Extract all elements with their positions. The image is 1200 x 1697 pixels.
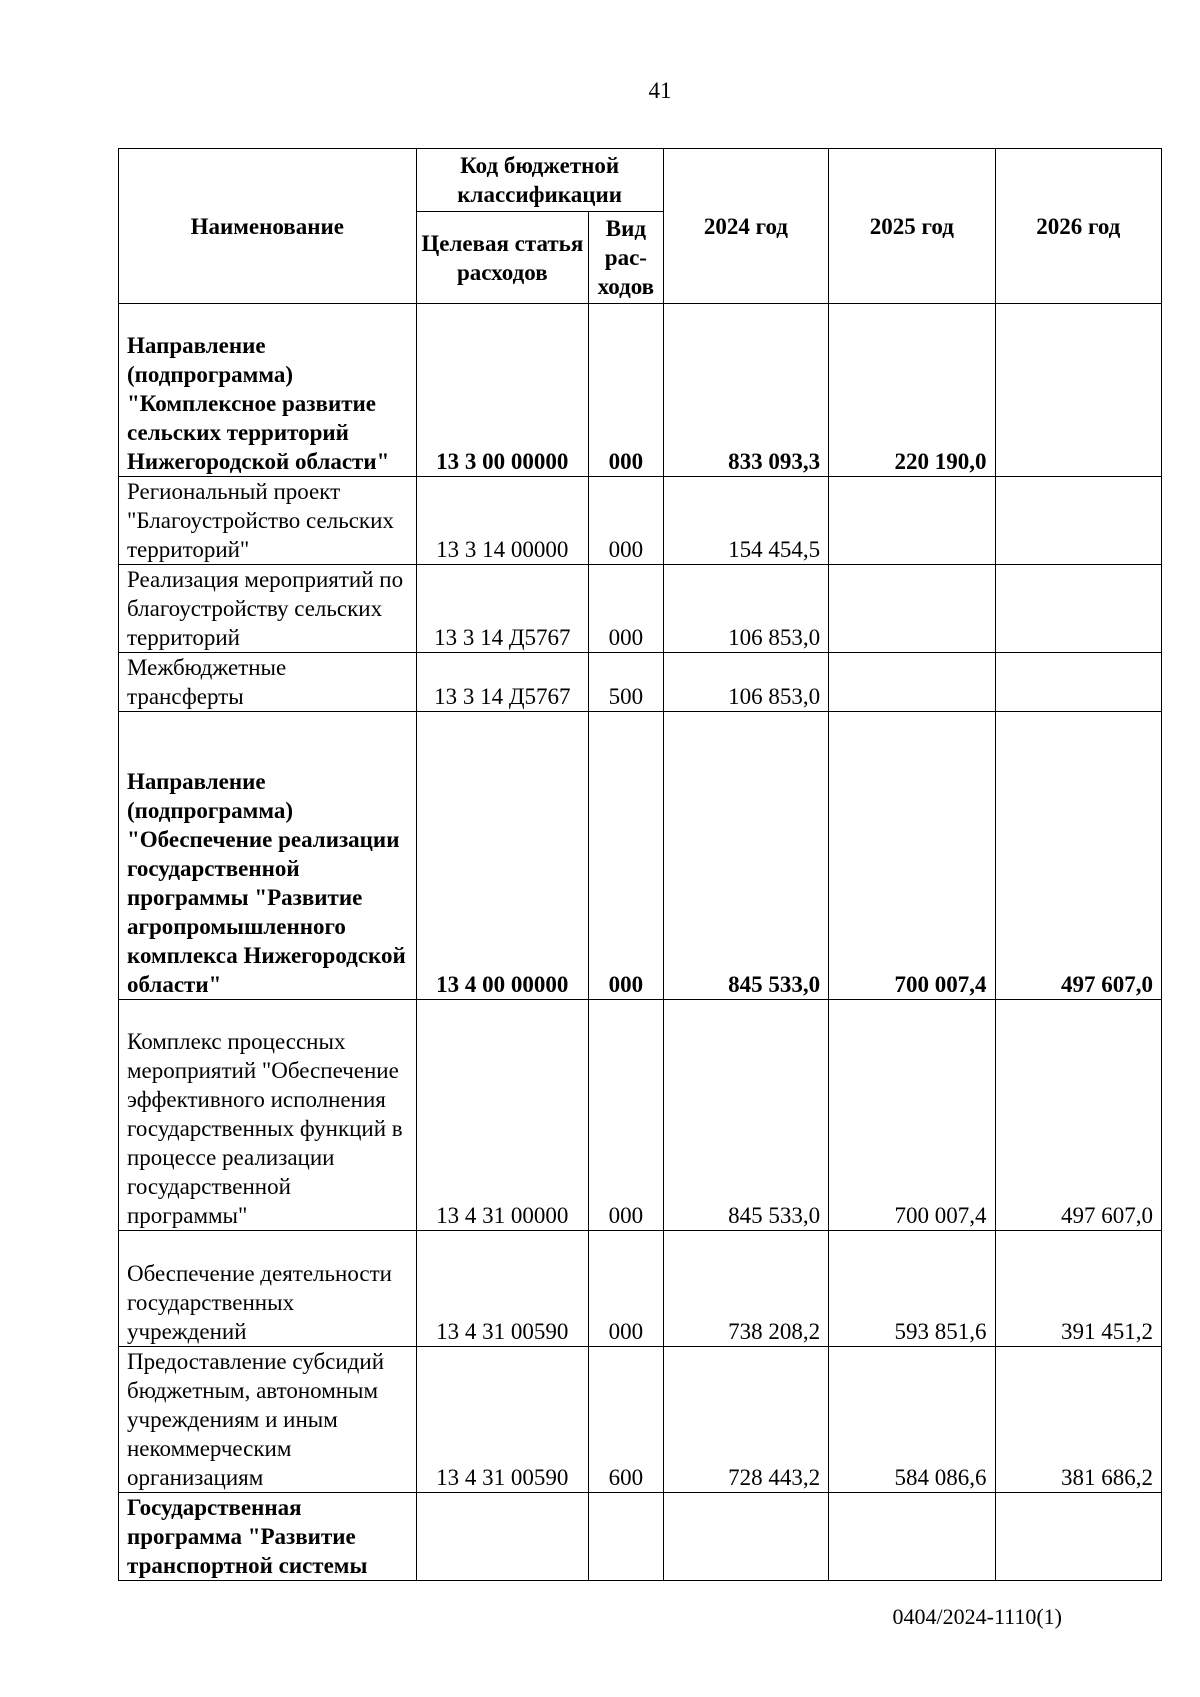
table-row	[119, 1000, 1162, 1231]
header-budget-code: Код бюджетной классификации	[416, 149, 663, 212]
table-row	[119, 653, 1162, 712]
row-target-article	[416, 1493, 588, 1581]
row-expense-type: 600	[589, 1347, 664, 1493]
row-name: Государственная программа "Развитие транспортной системы	[119, 1493, 417, 1581]
table-row	[119, 477, 1162, 565]
table-header	[119, 149, 1162, 304]
document-number: 0404/2024-1110(1)	[892, 1604, 1062, 1629]
row-name: Комплекс процессных мероприятий "Обеспечение эффективного исполнения государственных функций в процессе реализации государственной программы"	[119, 1000, 417, 1231]
row-name: Направление (подпрограмма) "Обеспечение реализации государственной программы "Развитие агропромышленного комплекса Нижегородской области"	[119, 712, 417, 1000]
header-expense-type: Вид рас-ходов	[589, 212, 664, 304]
row-value-2025	[829, 477, 995, 565]
table-row	[119, 1493, 1162, 1581]
row-target-article: 13 3 14 Д5767	[416, 653, 588, 712]
row-value-2024: 106 853,0	[663, 653, 828, 712]
row-value-2024: 106 853,0	[663, 565, 828, 653]
table-row	[119, 304, 1162, 477]
row-value-2025	[829, 565, 995, 653]
row-value-2025: 584 086,6	[829, 1347, 995, 1493]
row-value-2024: 738 208,2	[663, 1231, 828, 1347]
row-expense-type: 000	[589, 1231, 664, 1347]
row-name: Предоставление субсидий бюджетным, автономным учреждениям и иным некоммерческим организациям	[119, 1347, 417, 1493]
row-value-2025: 700 007,4	[829, 1000, 995, 1231]
row-value-2025: 700 007,4	[829, 712, 995, 1000]
page-number: 41	[648, 78, 672, 103]
row-target-article: 13 3 00 00000	[416, 304, 588, 477]
row-target-article: 13 3 14 Д5767	[416, 565, 588, 653]
row-name: Обеспечение деятельности государственных учреждений	[119, 1231, 417, 1347]
header-year-2025: 2025 год	[829, 149, 995, 304]
row-value-2024: 154 454,5	[663, 477, 828, 565]
row-expense-type: 000	[589, 477, 664, 565]
row-value-2026	[995, 304, 1161, 477]
row-expense-type: 000	[589, 1000, 664, 1231]
row-value-2026: 497 607,0	[995, 1000, 1161, 1231]
row-value-2024: 728 443,2	[663, 1347, 828, 1493]
row-value-2025	[829, 653, 995, 712]
row-name: Региональный проект "Благоустройство сельских территорий"	[119, 477, 417, 565]
row-expense-type: 000	[589, 565, 664, 653]
header-name: Наименование	[119, 149, 417, 304]
row-target-article: 13 3 14 00000	[416, 477, 588, 565]
row-value-2025	[829, 1493, 995, 1581]
row-value-2024	[663, 1493, 828, 1581]
row-value-2026	[995, 565, 1161, 653]
row-value-2024: 833 093,3	[663, 304, 828, 477]
row-expense-type	[589, 1493, 664, 1581]
row-name: Межбюджетные трансферты	[119, 653, 417, 712]
row-value-2026	[995, 653, 1161, 712]
table-row	[119, 712, 1162, 1000]
row-target-article: 13 4 31 00590	[416, 1231, 588, 1347]
row-expense-type: 000	[589, 712, 664, 1000]
row-value-2024: 845 533,0	[663, 712, 828, 1000]
table-body	[119, 304, 1162, 1581]
budget-table	[118, 148, 1162, 1581]
row-name: Направление (подпрограмма) "Комплексное развитие сельских территорий Нижегородской области"	[119, 304, 417, 477]
row-expense-type: 500	[589, 653, 664, 712]
row-expense-type: 000	[589, 304, 664, 477]
table-row	[119, 1347, 1162, 1493]
row-target-article: 13 4 31 00000	[416, 1000, 588, 1231]
row-value-2024: 845 533,0	[663, 1000, 828, 1231]
table-row	[119, 1231, 1162, 1347]
row-value-2026	[995, 477, 1161, 565]
row-target-article: 13 4 31 00590	[416, 1347, 588, 1493]
row-value-2025: 593 851,6	[829, 1231, 995, 1347]
header-year-2024: 2024 год	[663, 149, 828, 304]
table-row	[119, 565, 1162, 653]
row-value-2026: 381 686,2	[995, 1347, 1161, 1493]
header-target-article: Целевая статья расходов	[416, 212, 588, 304]
row-value-2026: 391 451,2	[995, 1231, 1161, 1347]
row-target-article: 13 4 00 00000	[416, 712, 588, 1000]
row-value-2026: 497 607,0	[995, 712, 1161, 1000]
row-value-2025: 220 190,0	[829, 304, 995, 477]
header-year-2026: 2026 год	[995, 149, 1161, 304]
row-name: Реализация мероприятий по благоустройству сельских территорий	[119, 565, 417, 653]
row-value-2026	[995, 1493, 1161, 1581]
